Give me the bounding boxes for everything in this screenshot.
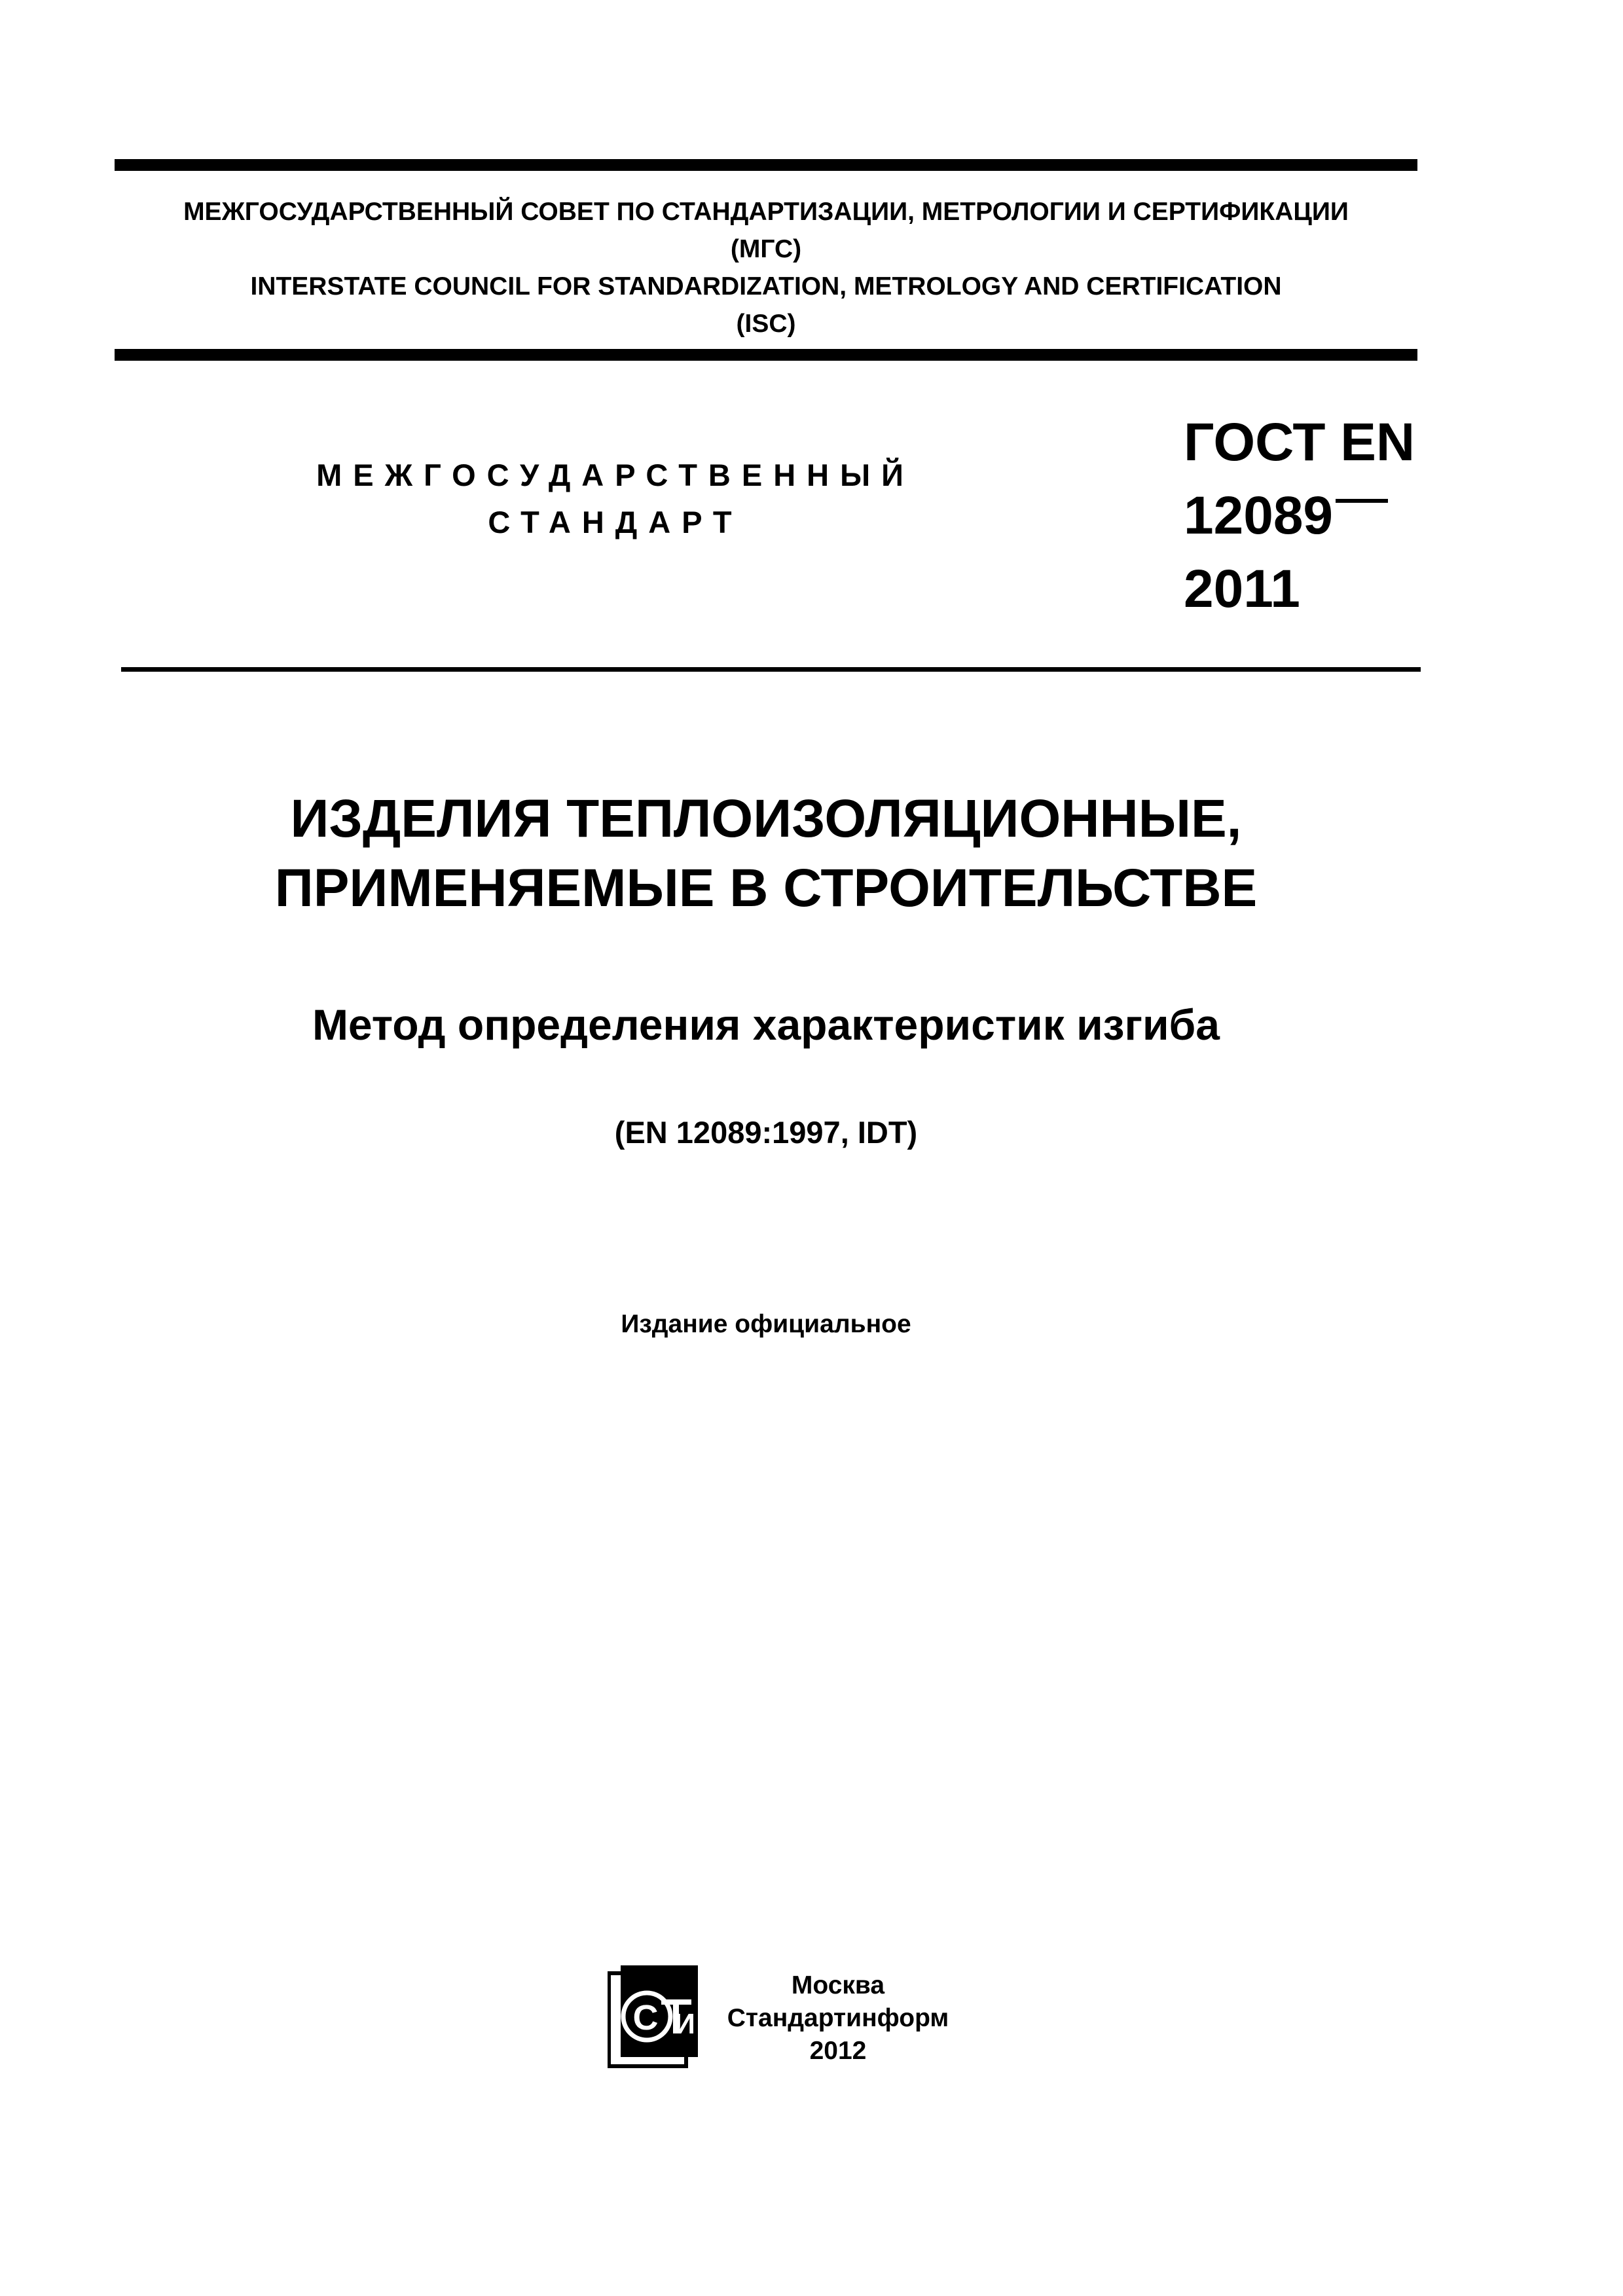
council-abbr-ru: (МГС) — [730, 235, 802, 263]
svg-text:С: С — [632, 1998, 659, 2037]
equivalence-note: (EN 12089:1997, IDT) — [614, 1115, 918, 1150]
designation-line1: ГОСТ EN — [1184, 412, 1415, 472]
svg-text:И: И — [674, 2008, 695, 2040]
designation-dash — [1336, 499, 1388, 503]
standartinform-logo-icon — [608, 1964, 699, 2069]
header-bottom-rule — [115, 349, 1417, 361]
council-header — [115, 193, 1417, 342]
designation-line2: 12089 — [1184, 486, 1334, 545]
council-name-en: INTERSTATE COUNCIL FOR STANDARDIZATION, METROLOGY AND CERTIFICATION — [250, 272, 1282, 301]
publisher-name: Стандартинформ — [727, 2004, 949, 2032]
publisher-year: 2012 — [809, 2037, 867, 2065]
publisher-city: Москва — [791, 1971, 885, 1999]
designation-line2-wrap — [1184, 479, 1415, 553]
standard-kind — [275, 452, 956, 546]
standard-kind-line1: МЕЖГОСУДАРСТВЕННЫЙ — [316, 458, 915, 492]
top-rule — [115, 159, 1417, 171]
council-abbr-en: (ISC) — [736, 310, 796, 338]
document-subtitle: Метод определения характеристик изгиба — [312, 1000, 1220, 1049]
designation-line3: 2011 — [1184, 559, 1300, 619]
document-title-line1: ИЗДЕЛИЯ ТЕПЛОИЗОЛЯЦИОННЫЕ, — [290, 789, 1242, 848]
document-title — [115, 784, 1417, 923]
publisher-block — [720, 1969, 956, 2068]
designation-bottom-rule — [121, 667, 1421, 672]
standard-designation — [1184, 406, 1415, 626]
document-title-line2: ПРИМЕНЯЕМЫЕ В СТРОИТЕЛЬСТВЕ — [274, 858, 1258, 918]
standard-kind-line2: СТАНДАРТ — [488, 505, 743, 539]
council-name-ru: МЕЖГОСУДАРСТВЕННЫЙ СОВЕТ ПО СТАНДАРТИЗАЦИИ, МЕТРОЛОГИИ И СЕРТИФИКАЦИИ — [183, 198, 1349, 226]
standartinform-logo — [608, 1964, 699, 2069]
edition-note: Издание официальное — [621, 1310, 911, 1338]
